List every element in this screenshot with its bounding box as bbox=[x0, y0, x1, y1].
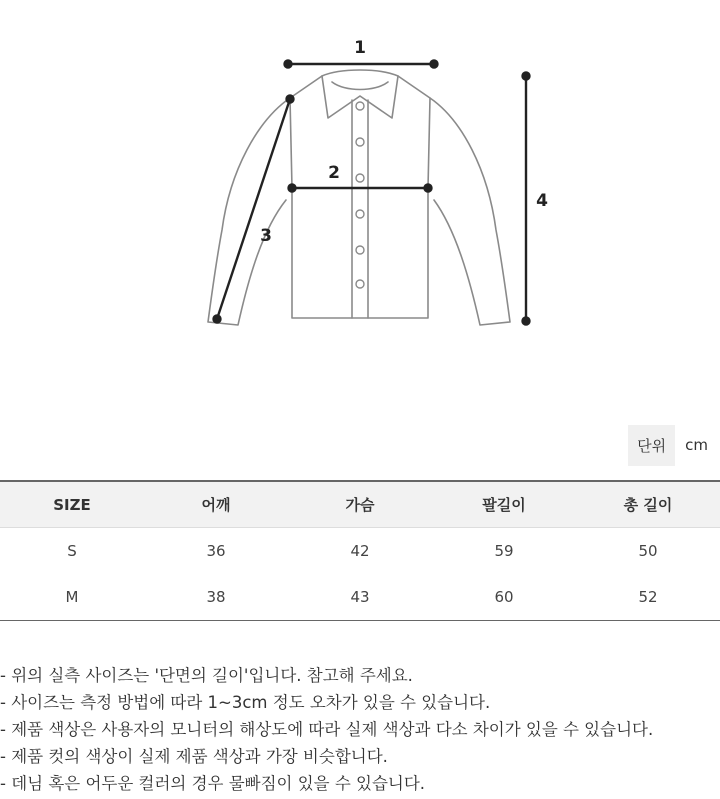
unit-indicator bbox=[628, 425, 720, 465]
cell-sleeve: 59 bbox=[494, 542, 514, 560]
measure-label-3: 3 bbox=[260, 226, 272, 246]
cell-total-length: 50 bbox=[638, 542, 658, 560]
shirt-buttons bbox=[356, 102, 364, 288]
measure-label-2: 2 bbox=[328, 163, 340, 183]
size-table bbox=[0, 480, 720, 621]
header-chest: 가슴 bbox=[288, 481, 432, 528]
note-item: - 사이즈는 측정 방법에 따라 1~3cm 정도 오차가 있을 수 있습니다. bbox=[0, 693, 491, 712]
cell-size: M bbox=[65, 588, 79, 606]
cell-shoulder: 36 bbox=[206, 542, 226, 560]
header-sleeve: 팔길이 bbox=[432, 481, 576, 528]
cell-chest: 42 bbox=[350, 542, 370, 560]
notes-list bbox=[0, 662, 720, 797]
measure-label-1: 1 bbox=[354, 38, 366, 58]
table-row bbox=[0, 574, 720, 621]
cell-chest: 43 bbox=[350, 588, 370, 606]
header-shoulder: 어깨 bbox=[144, 481, 288, 528]
measurement-lines bbox=[214, 61, 530, 325]
cell-total-length: 52 bbox=[638, 588, 658, 606]
note-item: - 제품 색상은 사용자의 모니터의 해상도에 따라 실제 색상과 다소 차이가 있을 수 있습니다. bbox=[0, 720, 654, 739]
cell-size: S bbox=[67, 542, 77, 560]
note-item: - 데님 혹은 어두운 컬러의 경우 물빠짐이 있을 수 있습니다. bbox=[0, 774, 425, 793]
header-total-length: 총 길이 bbox=[576, 481, 720, 528]
cell-shoulder: 38 bbox=[206, 588, 226, 606]
measure-label-4: 4 bbox=[536, 191, 548, 211]
note-item: - 위의 실측 사이즈는 '단면의 길이'입니다. 참고해 주세요. bbox=[0, 666, 413, 685]
unit-value: cm bbox=[685, 436, 708, 454]
note-item: - 제품 컷의 색상이 실제 제품 색상과 가장 비슷합니다. bbox=[0, 747, 388, 766]
table-header-row bbox=[0, 481, 720, 528]
cell-sleeve: 60 bbox=[494, 588, 514, 606]
unit-label: 단위 bbox=[628, 425, 675, 466]
table-row bbox=[0, 528, 720, 575]
header-size: SIZE bbox=[0, 481, 144, 528]
